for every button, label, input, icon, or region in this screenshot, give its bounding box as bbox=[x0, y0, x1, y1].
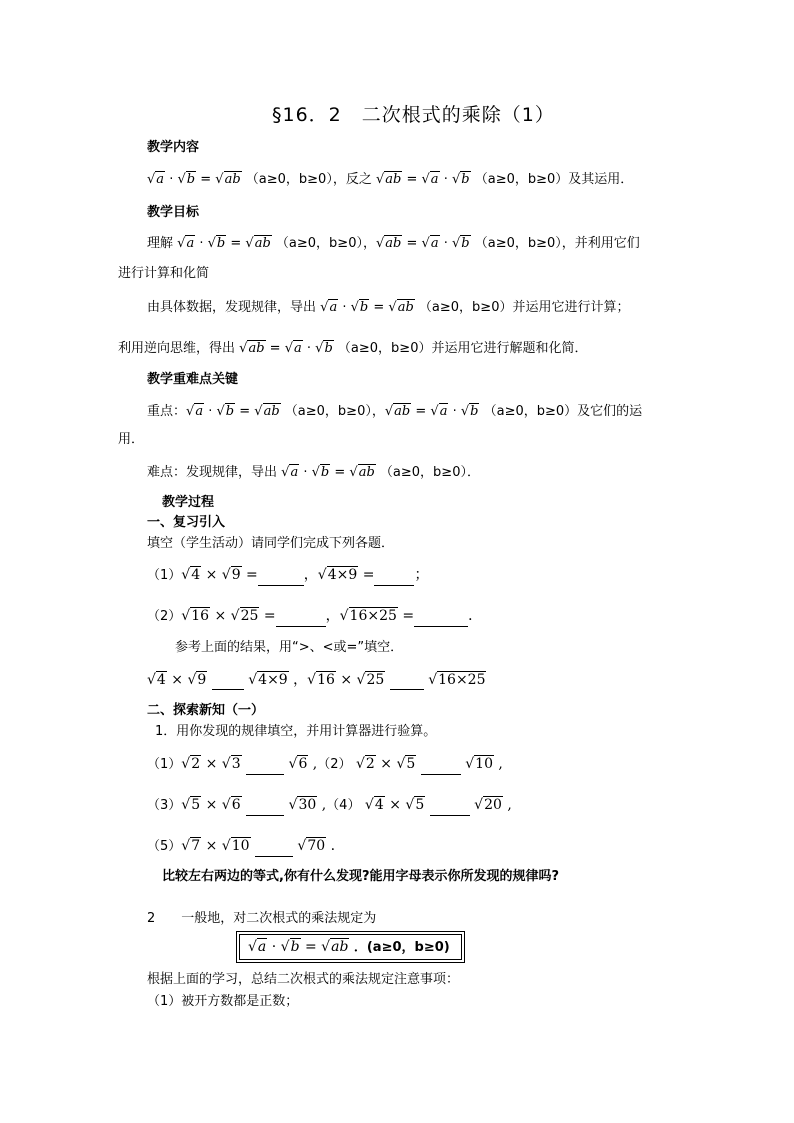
rule-summary-intro: 根据上面的学习，总结二次根式的乘法规定注意事项： bbox=[147, 972, 460, 987]
goals-line-2: 进行计算和化简 bbox=[118, 266, 210, 281]
sqrt-a: √a bbox=[421, 172, 439, 187]
sqrt-a: √a bbox=[147, 172, 165, 187]
goals-line-1: 理解 √a · √b = √ab （a≥0，b≥0），√ab = √a · √b （a≥0，b≥0），并利用它们 bbox=[147, 236, 640, 251]
goals-line-3: 由具体数据，发现规律，导出 √a · √b = √ab （a≥0，b≥0）并运用它进行计算； bbox=[147, 300, 630, 315]
sqrt-b: √b bbox=[177, 172, 196, 187]
explore-instruction: 1．用你发现的规律填空，并用计算器进行验算。 bbox=[155, 724, 437, 739]
rule-intro: 2 一般地，对二次根式的乘法规定为 bbox=[147, 911, 377, 926]
section-heading-keypoints: 教学重难点关键 bbox=[147, 372, 239, 387]
keypoints-line-2: 用． bbox=[118, 432, 145, 447]
goals-line-4: 利用逆向思维，得出 √ab = √a · √b （a≥0，b≥0）并运用它进行解题和化简． bbox=[118, 341, 588, 356]
explore-row-1: （1）√2 × √3 √6 ,（2） √2 × √5 √10 , bbox=[147, 754, 503, 775]
part-heading-explore: 二、探索新知（一） bbox=[147, 703, 265, 718]
explore-row-3: （5）√7 × √10 √70 . bbox=[147, 836, 335, 857]
sqrt-ab: √ab bbox=[215, 172, 241, 187]
page-title: §16．2 二次根式的乘除（1） bbox=[272, 104, 555, 126]
explore-row-2: （3）√5 × √6 √30 ,（4） √4 × √5 √20 , bbox=[147, 795, 512, 816]
review-instruction: 填空（学生活动）请同学们完成下列各题． bbox=[147, 536, 395, 551]
rule-formula: √a · √b = √ab ．(a≥0，b≥0) bbox=[248, 939, 450, 955]
section-heading-content: 教学内容 bbox=[147, 140, 200, 155]
part-heading-review: 一、复习引入 bbox=[147, 515, 226, 530]
keypoints-line-1: 重点：√a · √b = √ab （a≥0，b≥0），√ab = √a · √b （a≥0，b≥0）及它们的运 bbox=[147, 404, 643, 419]
review-question-1: （1）√4 × √9 = ，√4×9 = ； bbox=[147, 565, 428, 586]
discovery-question: 比较左右两边的等式,你有什么发现?能用字母表示你所发现的规律吗? bbox=[162, 869, 560, 884]
section-heading-process: 教学过程 bbox=[162, 495, 215, 510]
compare-instruction: 参考上面的结果，用“>、<或=”填空． bbox=[175, 640, 404, 655]
sqrt-ab: √ab bbox=[375, 172, 402, 187]
keypoints-line-3: 难点：发现规律，导出 √a · √b = √ab （a≥0，b≥0）． bbox=[147, 465, 480, 480]
rule-note-1: （1）被开方数都是正数； bbox=[147, 994, 299, 1009]
section-heading-goals: 教学目标 bbox=[147, 205, 200, 220]
review-question-2: （2）√16 × √25 = ，√16×25 = ． bbox=[147, 606, 482, 627]
content-line-1: √a · √b = √ab （a≥0，b≥0），反之 √ab = √a · √b （a≥0，b≥0）及其运用． bbox=[147, 170, 633, 190]
compare-question: √4 × √9 √4×9 ，√16 × √25 √16×25 bbox=[147, 672, 486, 688]
sqrt-b: √b bbox=[451, 172, 470, 187]
